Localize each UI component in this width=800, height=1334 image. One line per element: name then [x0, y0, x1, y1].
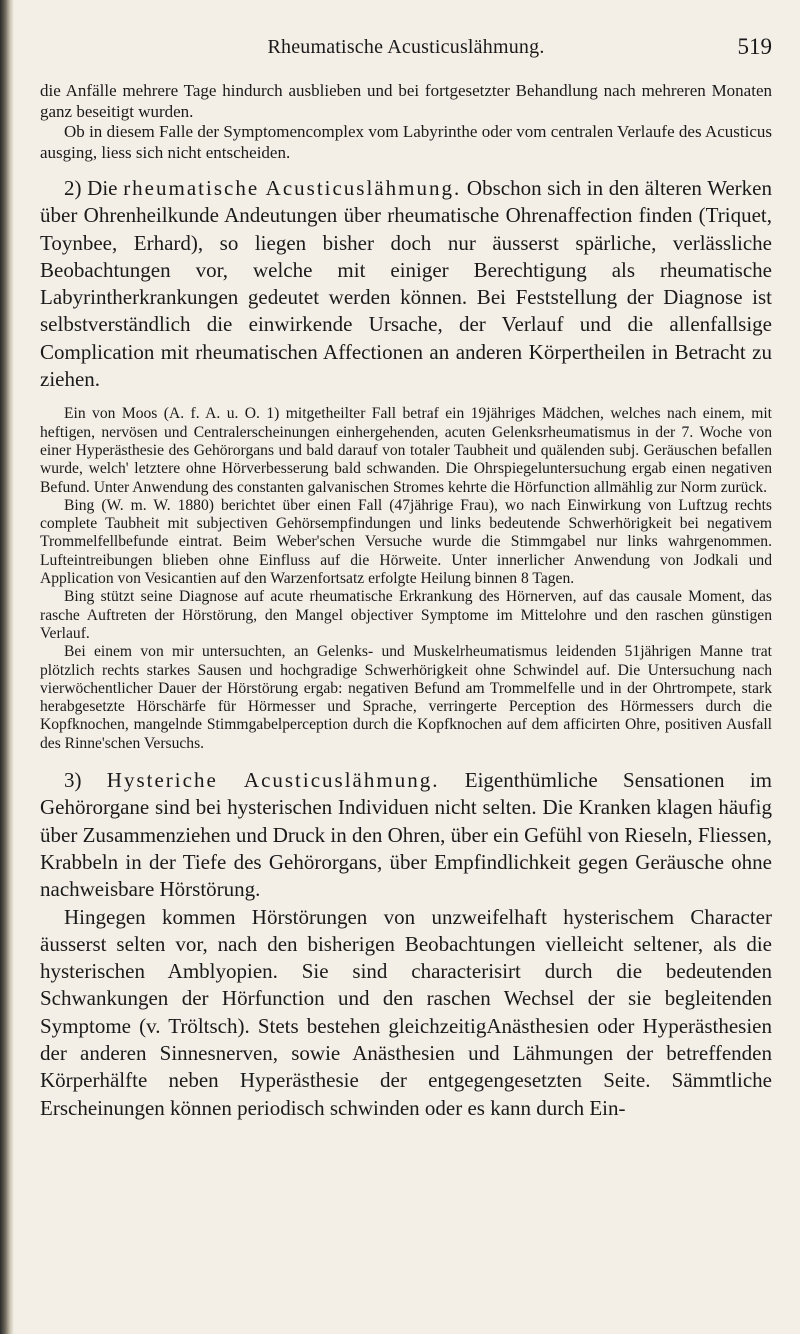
book-page [40, 34, 772, 1122]
case-moos: Ein von Moos (A. f. A. u. O. 1) mitgetheilter Fall betraf ein 19jähriges Mädchen, welches nach einem, mit heftigen, nervösen und Centralerscheinungen einhergehenden, acuten Gelenksrheumatismus in der 7. Woche von einer Hyperästhesie des Gehörorgans und bald darauf von totaler Taubheit und quälenden subj. Geräuschen befallen wurde, welch' letztere ohne Hörverbesserung bald schwanden. Die Ohrspiegeluntersuchung ergab einen negativen Befund. Unter Anwendung des constanten galvanischen Stromes kehrte die Hörfunction allmählig zur Norm zurück. [40, 405, 772, 496]
case-bing: Bing (W. m. W. 1880) berichtet über einen Fall (47jährige Frau), wo nach Einwirkung von Luftzug rechts complete Taubheit mit subjectiven Gehörsempfindungen und links bedeutende Schwerhörigkeit bei negativem Trommelfellbefunde eintrat. Beim Weber'schen Versuche wurde die Stimmgabel nur links wahrgenommen. Lufteintreibungen blieben ohne Einfluss auf die Hörweite. Unter innerlicher Anwendung von Jodkali und Application von Vesicantien auf den Warzenfortsatz erfolgte Heilung binnen 8 Tagen. [40, 496, 772, 588]
page-number: 519 [737, 34, 772, 59]
bing-diagnosis: Bing stützt seine Diagnose auf acute rheumatische Erkrankung des Hörnerven, auf das causale Moment, das rasche Auftreten der Hörstörung, den Mangel objectiver Symptome im Mittelohre und den raschen günstigen Verlauf. [40, 588, 772, 642]
running-title: Rheumatische Acusticuslähmung. [267, 36, 545, 58]
section-2-paragraph [40, 175, 772, 393]
section-2-number: 2) Die [64, 176, 124, 200]
section-3-paragraph [40, 767, 772, 903]
section-3-heading: Hysteriche Acusticuslähmung. [106, 768, 440, 793]
section-2-text: Obschon sich in den älteren Werken über Ohrenheilkunde Andeutungen über rheumatische Ohrenaffection finden (Triquet, Toynbee, Erhard), so liegen bisher doch nur äusserst spärliche, verlässliche Beobachtungen vor, welche mit einiger Berechtigung als rheumatische Labyrintherkrankungen gedeutet werden können. Bei Feststellung der Diagnose ist selbstverständlich die einwirkende Ursache, der Verlauf und die allenfallsige Complication mit rheumatischen Affectionen an anderen Körpertheilen in Betracht zu ziehen. [40, 176, 772, 392]
intro-paragraph-2: Ob in diesem Falle der Symptomencomplex vom Labyrinthe oder vom centralen Verlaufe des Acusticus ausging, liess sich nicht entscheiden. [40, 122, 772, 162]
book-binding-edge [0, 0, 14, 1334]
running-head [40, 34, 772, 64]
section-3-number: 3) [64, 768, 107, 793]
intro-paragraph-1: die Anfälle mehrere Tage hindurch ausblieben und bei fortgesetzter Behandlung nach mehreren Monaten ganz beseitigt wurden. [40, 81, 772, 121]
section-2-heading: rheumatische Acusticuslähmung. [123, 176, 462, 200]
section-3-text: Eigenthümliche Sensationen im Gehörorgane sind bei hysterischen Individuen nicht selten. Die Kranken klagen häufig über Zusammenziehen und Druck in den Ohren, über ein Gefühl von Rieseln, Fliessen, Krabbeln in der Tiefe des Gehörorgans, über Empfindlichkeit gegen Geräusche ohne nachweisbare Hörstörung. [40, 768, 772, 902]
own-case: Bei einem von mir untersuchten, an Gelenks- und Muskelrheumatismus leidenden 51jährigen Manne trat plötzlich rechts starkes Sausen und hochgradige Schwerhörigkeit ohne Schwindel auf. Die Untersuchung nach vierwöchentlicher Dauer der Hörstörung ergab: negativen Befund am Trommelfelle und in der Ohrtrompete, stark herabgesetzte Hörschärfe für Hörmesser und Sprache, verringerte Perception des Hörmessers durch die Kopfknochen, mangelnde Stimmgabelperception durch die Kopfknochen auf dem afficirten Ohre, positiven Ausfall des Rinne'schen Versuchs. [40, 643, 772, 752]
section-3-paragraph-2: Hingegen kommen Hörstörungen von unzweifelhaft hysterischem Character äusserst selten vor, nach den bisherigen Beobachtungen vielleicht seltener, als die hysterischen Amblyopien. Sie sind characterisirt durch die bedeutenden Schwankungen der Hörfunction und den raschen Wechsel der sie begleitenden Symptome (v. Tröltsch). Stets bestehen gleichzeitigAnästhesien oder Hyperästhesien der anderen Sinnesnerven, sowie Anästhesien und Lähmungen der betreffenden Körperhälfte neben Hyperästhesie der entgegengesetzten Seite. Sämmtliche Erscheinungen können periodisch schwinden oder es kann durch Ein- [40, 904, 772, 1120]
